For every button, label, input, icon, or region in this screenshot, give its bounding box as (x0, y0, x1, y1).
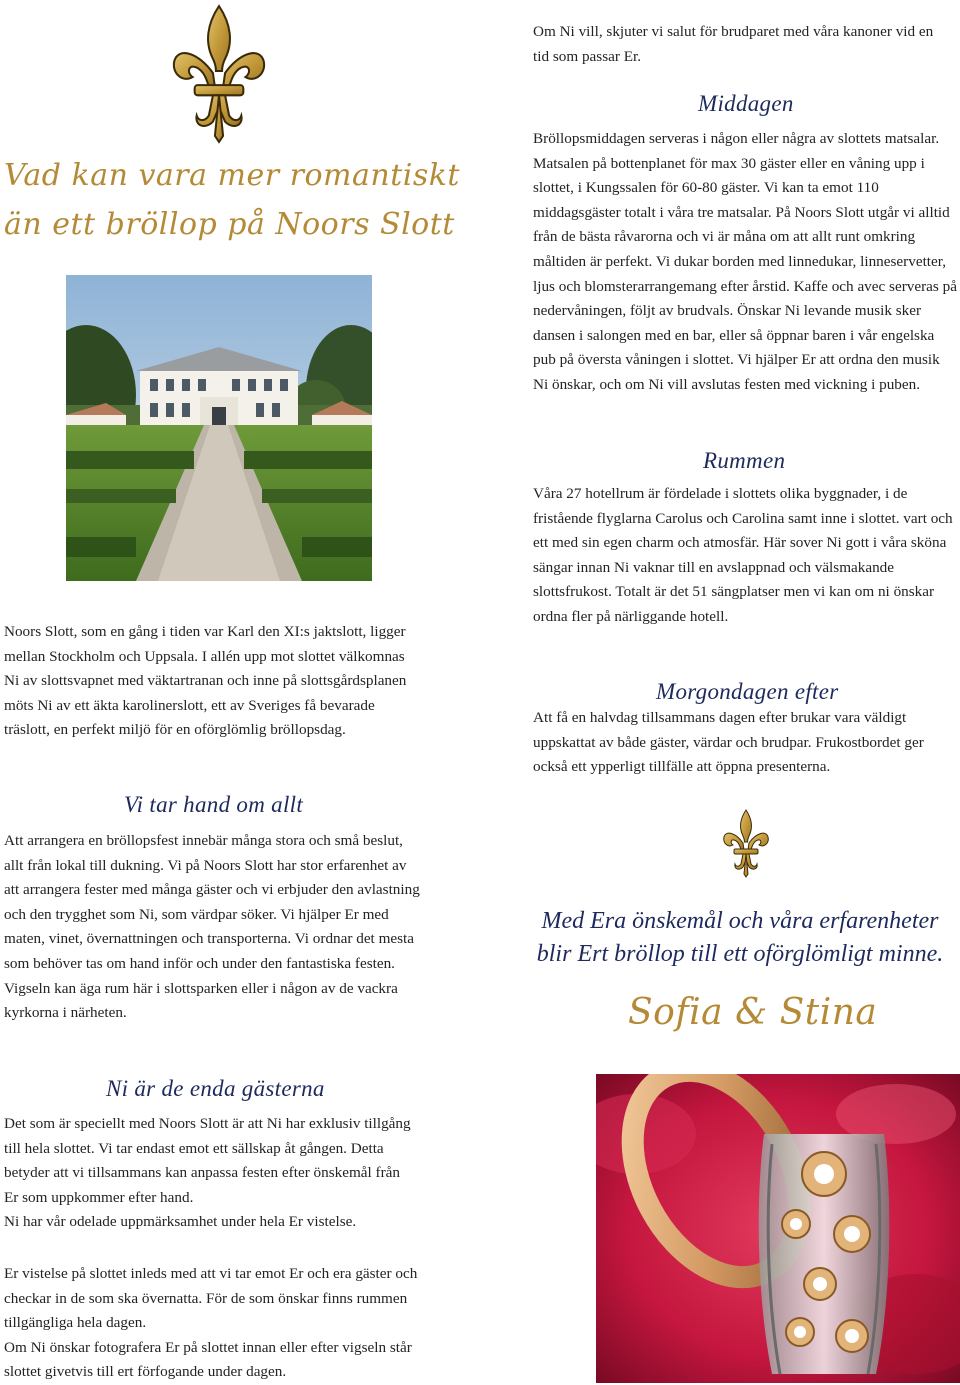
middagen-text (533, 127, 958, 398)
enda-gasterna-text (4, 1112, 414, 1235)
signature: Sofia & Stina (628, 992, 878, 1033)
intro-text (4, 620, 414, 743)
fleur-de-lis-icon (160, 2, 278, 144)
salut-paragraph: Om Ni vill, skjuter vi salut för brudparet med våra kanoner vid en tid som passar Er. (533, 23, 934, 65)
enda-gasterna-paragraph-2: Ni har vår odelade uppmärksamhet under hela Er vistelse. (4, 1213, 357, 1231)
vistelse-paragraph-1: Er vistelse på slottet inleds med att vi tar emot Er och era gäster och checkar in de som ska övernatta. För de som önskar finns rummen tillgängliga hela dagen. (4, 1265, 418, 1332)
vi-tar-hand-text (4, 829, 424, 1026)
vistelse-paragraph-2: Om Ni önskar fotografera Er på slottet innan eller efter vigseln står slottet givetvis till ert förfogande under dagen. (4, 1338, 412, 1381)
rummen-paragraph: Våra 27 hotellrum är fördelade i slottets olika byggnader, i de fristående flyglarna Carolus och Carolina samt inne i slottet. vart och ett med sin egen charm och atmosfär. Här sover Ni gott i våra sköna sängar innan Ni vaknar till en avslappnad och välsmakande slottsfrukost. Totalt är det 51 sängplatser men vi kan om ni önskar ordna fler på närliggande hotell. (533, 485, 953, 625)
heading-middagen: Middagen (698, 91, 794, 116)
heading-vi-tar-hand: Vi tar hand om allt (124, 792, 304, 817)
closing-text (520, 905, 960, 971)
enda-gasterna-paragraph-1: Det som är speciellt med Noors Slott är att Ni har exklusiv tillgång till hela slottet. Vi tar endast emot ett sällskap åt gången. Detta betyder att vi tillsammans kan anpassa festen efter önskemål från Er som uppkommer efter hand. (4, 1115, 411, 1206)
title-line-1: Vad kan vara mer romantiskt (4, 158, 460, 193)
rings-photo (596, 1074, 960, 1383)
title-line-2: än ett bröllop på Noors Slott (4, 207, 455, 242)
intro-paragraph: Noors Slott, som en gång i tiden var Karl den XI:s jaktslott, ligger mellan Stockholm och Uppsala. I allén upp mot slottet välkomnas Ni av slottsvapnet med väktartranan och inne på slottsgårdsplanen möts Ni av ett äkta karolinerslott, ett av Sveriges få bevarade träslott, en perfekt miljö för en oförglömlig bröllopsdag. (4, 623, 407, 739)
castle-photo (66, 275, 372, 581)
morgondagen-paragraph: Att få en halvdag tillsammans dagen efter brukar vara väldigt uppskattat av både gäster, värdar och brudpar. Frukostbordet ger också ett ypperligt tillfälle att öppna presenterna. (533, 709, 924, 776)
heading-morgondagen: Morgondagen efter (656, 679, 839, 704)
small-fleur-de-lis-icon (718, 808, 774, 878)
middagen-paragraph: Bröllopsmiddagen serveras i någon eller några av slottets matsalar. Matsalen på bottenplanet för max 30 gäster eller en våning upp i slottet, i Kungssalen för 60-80 gäster. Vi kan ta emot 110 middagsgäster totalt i våra tre matsalar. På Noors Slott utgår vi alltid från de bästa råvarorna och vi är måna om att allt runt omkring måltiden är perfekt. Vi dukar borden med linnedukar, linneservetter, ljus och blomsterarrangemang efter årstid. Kaffe och avec serveras på nedervåningen, följt av brudvals. Önskar Ni levande musik sker dansen i salongen med en bar, eller så öppnar baren i vår engelska pub på översta våningen i slottet. Vi hjälper Er att ordna den musik Ni önskar, och om Ni vill avslutas festen med vickning i puben. (533, 130, 957, 393)
morgondagen-text (533, 706, 953, 780)
rummen-text (533, 482, 953, 630)
closing-line-1: Med Era önskemål och våra erfarenheter (541, 908, 939, 934)
vi-tar-hand-paragraph: Att arrangera en bröllopsfest innebär många stora och små beslut, allt från lokal till dukning. Vi på Noors Slott har stor erfarenhet av att arrangera fester med många gäster och vi erbjuder den avlastning och den trygghet som Ni, som värdpar söker. Vi hjälper Er med maten, vinet, övernattningen och transporterna. Vi ordnar det mesta som behöver tas om hand inför och under den fantastiska festen. Vigseln kan äga rum här i slottsparken eller i någon av de vackra kyrkorna i närheten. (4, 832, 420, 1022)
salut-text (533, 20, 948, 69)
heading-rummen: Rummen (703, 448, 786, 473)
heading-enda-gasterna: Ni är de enda gästerna (106, 1076, 325, 1101)
closing-line-2: blir Ert bröllop till ett oförglömligt minne. (536, 941, 944, 967)
vistelse-text (4, 1262, 434, 1385)
